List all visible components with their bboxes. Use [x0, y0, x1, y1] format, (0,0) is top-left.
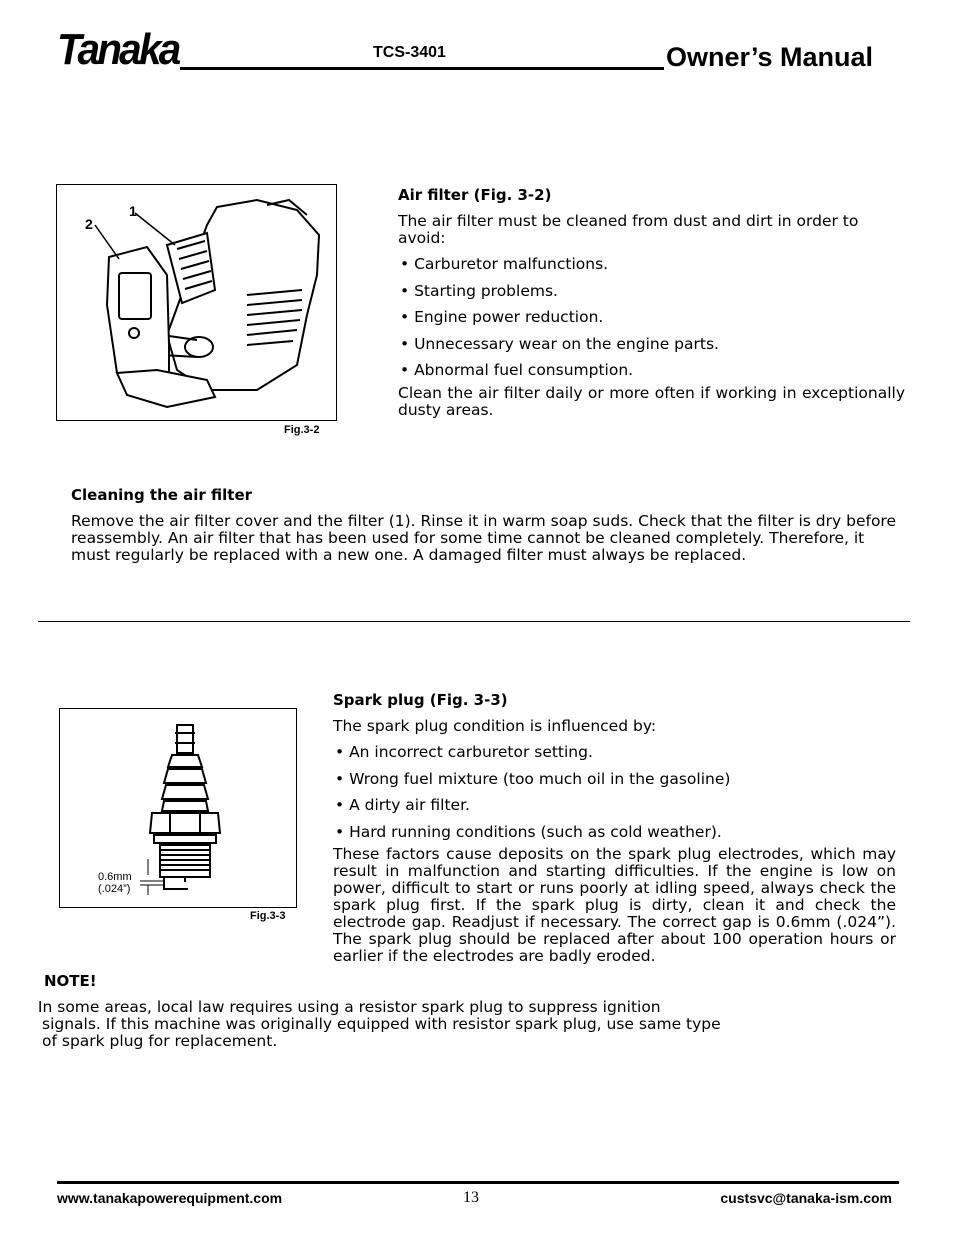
footer-rule	[57, 1181, 899, 1184]
section-heading: Spark plug (Fig. 3-3)	[333, 691, 508, 709]
page-title: Owner’s Manual	[666, 42, 874, 72]
page-number: 13	[463, 1189, 479, 1206]
list-item: • Unnecessary wear on the engine parts.	[400, 334, 719, 353]
note-line: signals. If this machine was originally equipped with resistor spark plug, use same type	[42, 1015, 721, 1033]
spark-plug-figure	[59, 708, 297, 908]
air-filter-figure	[56, 184, 337, 421]
figure-caption: Fig.3-3	[250, 910, 286, 922]
list-item: • A dirty air filter.	[335, 796, 470, 814]
paragraph: The air filter must be cleaned from dust and dirt in order to avoid:	[398, 212, 859, 247]
list-item: • Engine power reduction.	[400, 308, 604, 326]
note-line: In some areas, local law requires using a resistor spark plug to suppress ignition	[33, 998, 661, 1016]
paragraph: Clean the air filter daily or more often if working in exceptionally dusty areas.	[398, 383, 905, 419]
paragraph: These factors cause deposits on the spark plug electrodes, which may result in malfunction and starting difficulties. If the engine is low on power, difficult to start or runs poorly at idling speed, always check the spark plug first. If the spark plug is dirty, clean it and check the electrode gap. Readjust if necessary. The correct gap is 0.6mm (.024”). The spark plug should be replaced after about 100 operation hours or earlier if the electrodes are badly eroded.	[333, 845, 896, 965]
section-heading: Air filter (Fig. 3-2)	[398, 186, 552, 204]
bullet-list	[333, 739, 896, 845]
section-divider	[38, 621, 910, 622]
air-filter-section	[398, 186, 905, 419]
air-filter-illustration	[57, 185, 336, 420]
list-item: • Starting problems.	[400, 281, 558, 300]
gap-in-label: (.024”)	[98, 883, 131, 895]
website-link[interactable]: www.tanakapowerequipment.com	[57, 1190, 283, 1206]
section-heading: Cleaning the air filter	[71, 486, 253, 504]
brand-logo: Tanaka	[57, 25, 179, 74]
list-item: • Wrong fuel mixture (too much oil in the gasoline)	[335, 769, 731, 788]
cleaning-section	[71, 486, 901, 564]
email-link[interactable]: custsvc@tanaka-ism.com	[720, 1190, 892, 1206]
list-item: • Hard running conditions (such as cold weather).	[335, 822, 722, 841]
list-item: • Carburetor malfunctions.	[400, 255, 609, 273]
figure-label-1: 1	[129, 203, 137, 219]
list-item: • An incorrect carburetor setting.	[335, 743, 593, 761]
paragraph: Remove the air filter cover and the filter (1). Rinse it in warm soap suds. Check that the filter is dry before reassembly. An air filter that has been used for some time cannot be cleaned completely. Therefore, it must regularly be replaced with a new one. A damaged filter must always be replaced.	[71, 512, 896, 564]
figure-caption: Fig.3-2	[284, 424, 320, 436]
spark-plug-section	[333, 691, 896, 965]
spark-plug-illustration	[60, 709, 296, 907]
bullet-list	[398, 251, 905, 384]
gap-mm-label: 0.6mm	[98, 871, 132, 883]
paragraph: The spark plug condition is influenced by:	[333, 717, 657, 735]
figure-label-2: 2	[85, 216, 93, 232]
header-rule	[180, 67, 664, 70]
list-item: • Abnormal fuel consumption.	[400, 361, 634, 379]
note-heading: NOTE!	[44, 972, 97, 990]
note-line: of spark plug for replacement.	[42, 1032, 278, 1050]
model-number: TCS-3401	[373, 44, 446, 61]
